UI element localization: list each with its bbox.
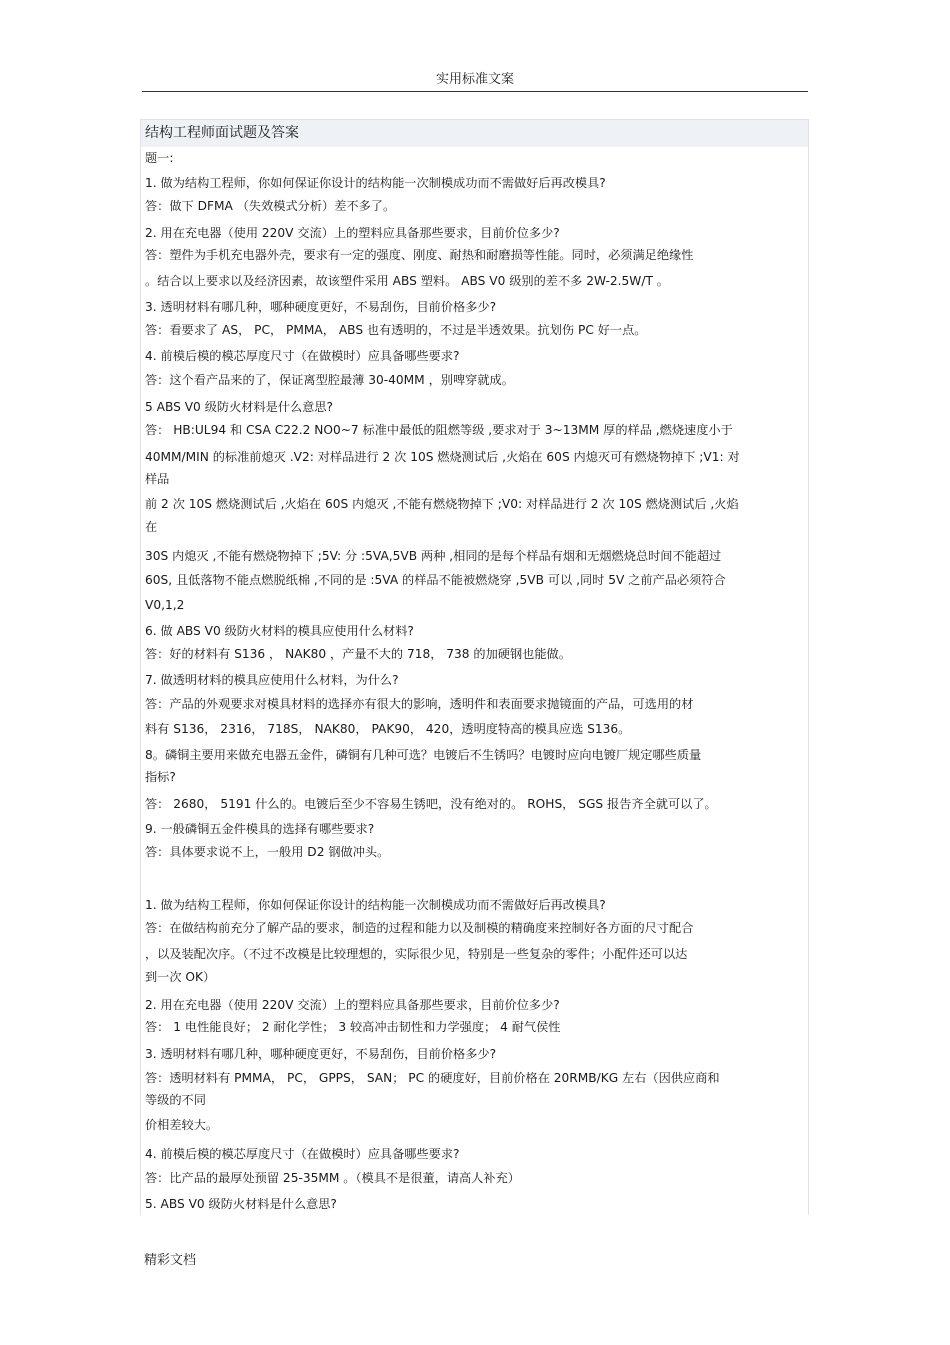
text-line: 指标? <box>145 770 176 784</box>
text-line: 4. 前模后模的模芯厚度尺寸（在做模时）应具备哪些要求? <box>145 349 460 363</box>
text-line: 30S 内熄灭 ,不能有燃烧物掉下 ;5V: 分 :5VA,5VB 两种 ,相同的是每个样品有烟和无烟燃烧总时间不能超过 <box>145 549 722 563</box>
text-line: 答：塑件为手机充电器外壳，要求有一定的强度、刚度、耐热和耐磨损等性能。同时，必须满足绝缘性 <box>145 248 694 262</box>
text-line: 样品 <box>145 472 170 486</box>
text-line: 6. 做 ABS V0 级防火材料的模具应使用什么材料? <box>145 624 414 638</box>
text-line: 答：看要求了 AS， PC， PMMA， ABS 也有透明的，不过是半透效果。抗划伤 PC 好一点。 <box>145 323 647 337</box>
text-line: 答：比产品的最厚处预留 25-35MM 。（模具不是很董，请高人补充） <box>145 1171 520 1185</box>
text-line: 2. 用在充电器（使用 220V 交流）上的塑料应具备那些要求，目前价位多少? <box>145 226 560 240</box>
text-line: 9. 一般磷铜五金件模具的选择有哪些要求? <box>145 822 375 836</box>
text-line: 答：产品的外观要求对模具材料的选择亦有很大的影响，透明件和表面要求抛镜面的产品，可选用的材 <box>145 697 694 711</box>
text-line: 答：透明材料有 PMMA， PC， GPPS， SAN； PC 的硬度好，目前价格在 20RMB/KG 左右（因供应商和 <box>145 1071 720 1085</box>
text-line: 答：这个看产品来的了，保证离型腔最薄 30-40MM ，别啤穿就成。 <box>145 373 514 387</box>
text-line: 答：做下 DFMA （失效模式分析）差不多了。 <box>145 199 396 213</box>
text-line: 答： 2680， 5191 什么的。电镀后至少不容易生锈吧，没有绝对的。 ROHS， SGS 报告齐全就可以了。 <box>145 797 717 811</box>
text-line: 在 <box>145 520 158 534</box>
text-line: 前 2 次 10S 燃烧测试后 ,火焰在 60S 内熄灭 ,不能有燃烧物掉下 ;V0: 对样品进行 2 次 10S 燃烧测试后 ,火焰 <box>145 497 739 511</box>
page-footer: 精彩文档 <box>144 1253 197 1268</box>
text-line: 3. 透明材料有哪几种，哪种硬度更好，不易刮伤，目前价格多少? <box>145 1047 497 1061</box>
text-line: 5 ABS V0 级防火材料是什么意思? <box>145 400 334 414</box>
text-line: 3. 透明材料有哪几种，哪种硬度更好，不易刮伤，目前价格多少? <box>145 300 497 314</box>
page-header-title: 实用标准文案 <box>435 72 514 87</box>
text-line: 答： 1 电性能良好； 2 耐化学性； 3 较高冲击韧性和力学强度； 4 耐气侯性 <box>145 1020 561 1034</box>
text-line: 7. 做透明材料的模具应使用什么材料，为什么? <box>145 673 399 687</box>
text-line: 4. 前模后模的模芯厚度尺寸（在做模时）应具备哪些要求? <box>145 1147 460 1161</box>
text-line: 答：好的材料有 S136 ， NAK80 ，产量不大的 718， 738 的加硬钢也能做。 <box>145 647 571 661</box>
text-line: 5. ABS V0 级防火材料是什么意思? <box>145 1197 337 1211</box>
text-line: 到一次 OK） <box>145 970 216 984</box>
text-line: 2. 用在充电器（使用 220V 交流）上的塑料应具备那些要求，目前价位多少? <box>145 998 560 1012</box>
text-line: ，以及装配次序。（不过不改模是比较理想的，实际很少见，特别是一些复杂的零件；小配件还可以达 <box>145 947 688 961</box>
text-line: 题一: <box>145 151 174 165</box>
document-content <box>140 119 809 1215</box>
text-line: 答：在做结构前充分了解产品的要求，制造的过程和能力以及制模的精确度来控制好各方面的尺寸配合 <box>145 921 694 935</box>
text-line: 答： HB:UL94 和 CSA C22.2 NO0~7 标准中最低的阻燃等级 ,要求对于 3~13MM 厚的样品 ,燃烧速度小于 <box>145 423 733 437</box>
text-line: 答：具体要求说不上，一般用 D2 钢做冲头。 <box>145 845 390 859</box>
text-line: V0,1,2 <box>145 598 185 612</box>
text-line: 40MM/MIN 的标准前熄灭 .V2: 对样品进行 2 次 10S 燃烧测试后 ,火焰在 60S 内熄灭可有燃烧物掉下 ;V1: 对 <box>145 450 740 464</box>
header-divider <box>142 91 808 92</box>
text-line: 1. 做为结构工程师，你如何保证你设计的结构能一次制模成功而不需做好后再改模具? <box>145 898 606 912</box>
document-title: 结构工程师面试题及答案 <box>141 120 808 147</box>
text-line: 。结合以上要求以及经济因素，故该塑件采用 ABS 塑料。 ABS V0 级别的差不多 2W-2.5W/T 。 <box>145 274 669 288</box>
text-line: 价相差较大。 <box>145 1118 219 1132</box>
text-line: 8。磷铜主要用来做充电器五金件，磷铜有几种可选？电镀后不生锈吗？电镀时应向电镀厂规定哪些质量 <box>145 748 702 762</box>
text-line: 料有 S136， 2316， 718S， NAK80， PAK90， 420，透明度特高的模具应选 S136。 <box>145 722 631 736</box>
text-line: 等级的不同 <box>145 1093 206 1107</box>
text-line: 60S, 且低落物不能点燃脱纸棉 ,不同的是 :5VA 的样品不能被燃烧穿 ,5VB 可以 ,同时 5V 之前产品必须符合 <box>145 573 726 587</box>
text-line: 1. 做为结构工程师，你如何保证你设计的结构能一次制模成功而不需做好后再改模具? <box>145 176 606 190</box>
